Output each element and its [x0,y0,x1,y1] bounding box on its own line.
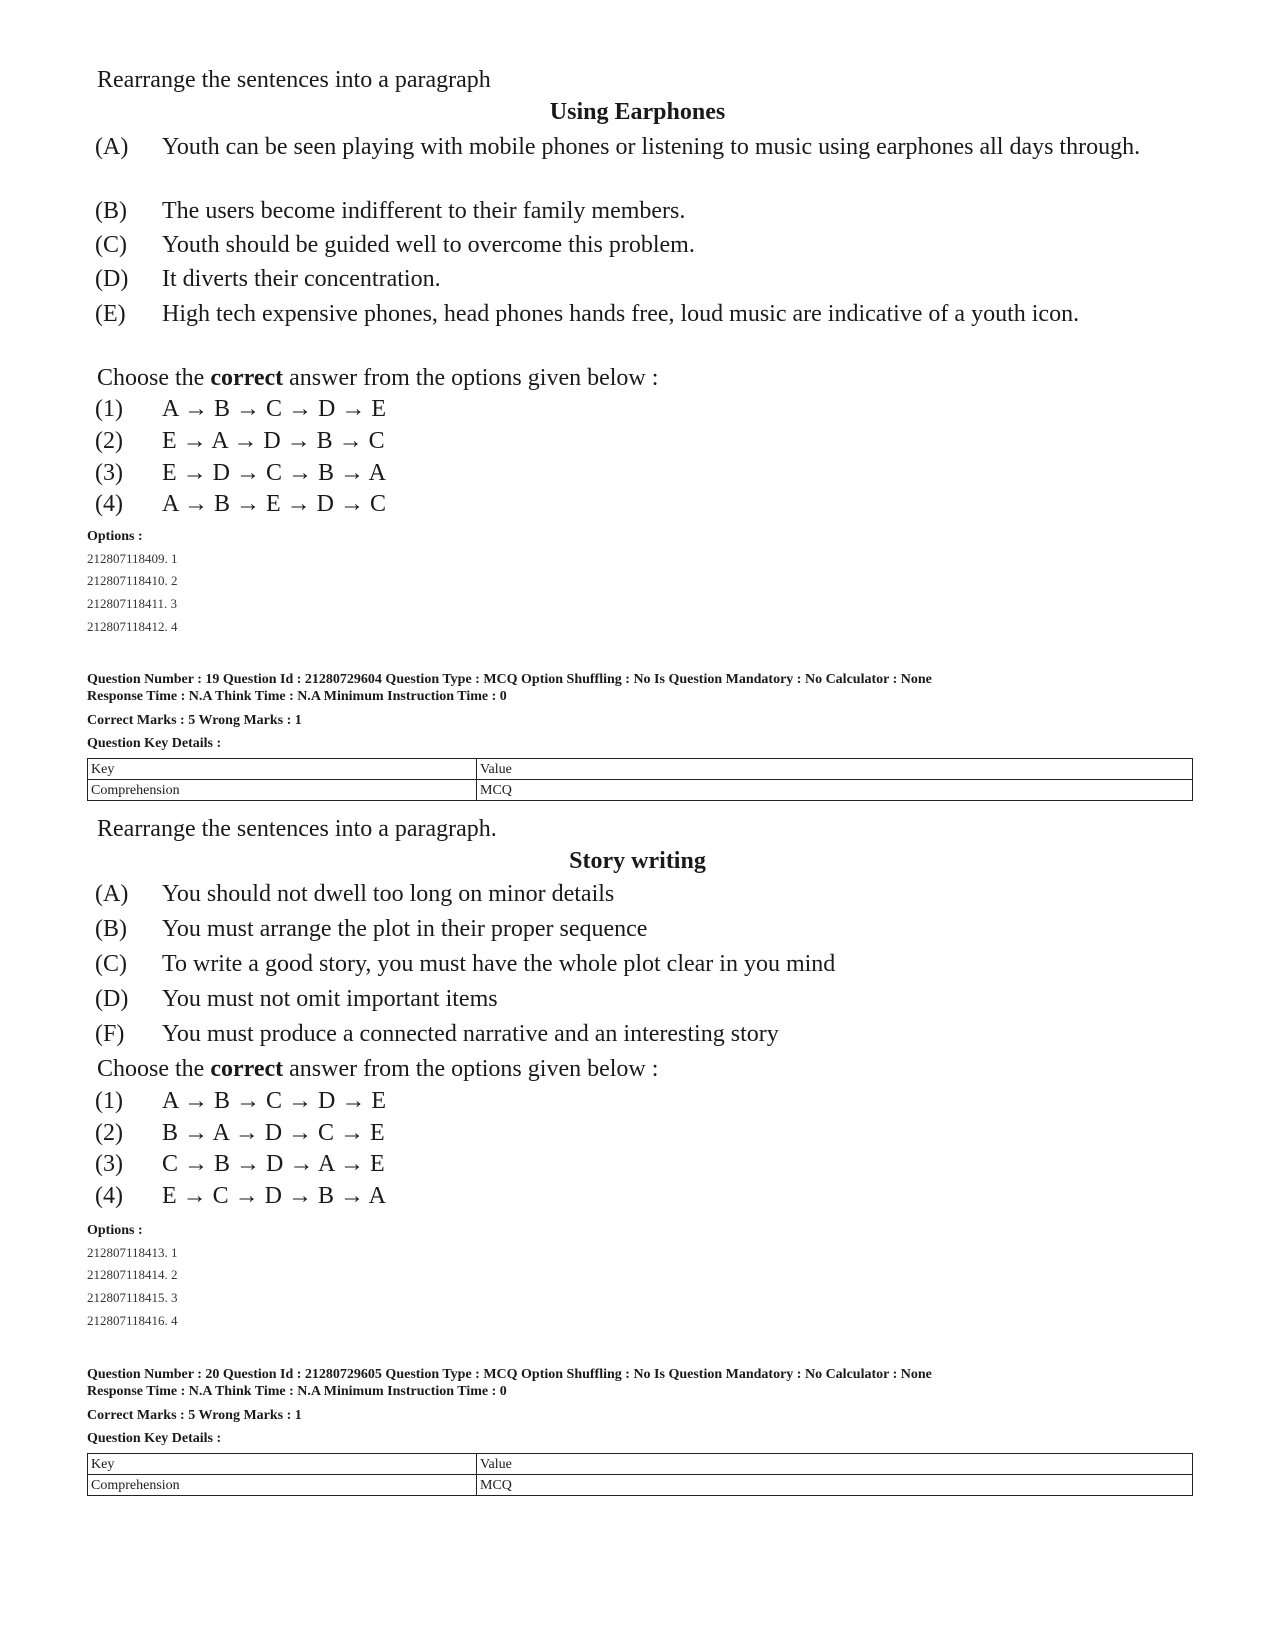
sentence-text: To write a good story, you must have the whole plot clear in you mind [162,951,836,977]
table-cell-value: MCQ [477,1475,1193,1496]
choose-prefix: Choose the [97,1056,211,1082]
choose-prefix: Choose the [97,365,211,391]
question-meta-line: Response Time : N.A Think Time : N.A Minimum Instruction Time : 0 [87,1384,507,1399]
answer-label: (2) [95,1120,123,1146]
sentence-text: It diverts their concentration. [162,266,441,292]
marks-line: Correct Marks : 5 Wrong Marks : 1 [87,1408,302,1423]
answer-option [95,1150,385,1178]
choose-suffix: answer from the options given below : [283,1056,659,1082]
table-header-key: Key [88,1454,477,1475]
option-code: 212807118416. 4 [87,1313,178,1328]
passage-heading: Using Earphones [549,99,726,125]
sentence-label: (F) [95,1021,125,1047]
answer-text: E → C → D → B → A [162,1183,387,1209]
choose-suffix: answer from the options given below : [283,365,659,391]
answer-option [95,427,385,455]
option-code: 212807118410. 2 [87,573,178,588]
sentence-text: You must produce a connected narrative and an interesting story [162,1021,779,1047]
sentence-item [95,197,1205,226]
option-code: 212807118415. 3 [87,1290,178,1305]
answer-text: B → A → D → C → E [162,1120,385,1146]
passage-heading: Story writing [569,848,706,874]
option-code: 212807118413. 1 [87,1245,178,1260]
question-meta-line: Question Number : 20 Question Id : 21280729605 Question Type : MCQ Option Shuffling : No Is Question Mandatory : No Calculator : None [87,1367,932,1382]
option-code: 212807118412. 4 [87,619,178,634]
choose-instruction [97,364,658,392]
sentence-item [95,300,1205,329]
choose-instruction [97,1055,658,1083]
choose-bold-word: correct [210,1056,284,1082]
sentence-label: (D) [95,266,129,292]
answer-option [95,1087,386,1115]
sentence-label: (A) [95,134,129,160]
table-cell-key: Comprehension [88,780,477,801]
table-row [88,1454,1193,1475]
key-details-label: Question Key Details : [87,1431,222,1446]
sentence-text: Youth can be seen playing with mobile phones or listening to music using earphones all days through. [162,134,1141,160]
sentence-label: (D) [95,986,129,1012]
table-header-value: Value [477,1454,1193,1475]
table-row [88,780,1193,801]
sentence-label: (A) [95,881,129,907]
answer-text: E → D → C → B → A [162,460,387,486]
table-cell-key: Comprehension [88,1475,477,1496]
sentence-item [95,985,1205,1014]
sentence-label: (C) [95,232,127,258]
answer-text: A → B → C → D → E [162,396,387,422]
sentence-item [95,265,1205,294]
marks-line: Correct Marks : 5 Wrong Marks : 1 [87,713,302,728]
answer-option [95,459,386,487]
sentence-item [95,915,1205,944]
sentence-item [95,880,1205,909]
answer-option [95,395,386,423]
option-code: 212807118409. 1 [87,551,178,566]
table-header-value: Value [477,759,1193,780]
choose-bold-word: correct [210,365,284,391]
sentence-item [95,133,1205,162]
question-meta-line: Question Number : 19 Question Id : 21280729604 Question Type : MCQ Option Shuffling : No Is Question Mandatory : No Calculator : None [87,672,932,687]
answer-label: (1) [95,1088,123,1114]
sentence-text: You must not omit important items [162,986,498,1012]
key-value-table [87,1453,1193,1496]
options-label: Options : [87,529,143,544]
option-code: 212807118414. 2 [87,1267,178,1282]
question-instruction: Rearrange the sentences into a paragraph [97,67,491,93]
options-label: Options : [87,1223,143,1238]
answer-label: (2) [95,428,123,454]
question-meta-line: Response Time : N.A Think Time : N.A Minimum Instruction Time : 0 [87,689,507,704]
sentence-label: (C) [95,951,127,977]
key-value-table [87,758,1193,801]
answer-option [95,490,386,518]
sentence-label: (B) [95,198,127,224]
sentence-text: Youth should be guided well to overcome this problem. [162,232,695,258]
answer-label: (4) [95,1183,123,1209]
sentence-item [95,1020,1205,1049]
answer-option [95,1182,386,1210]
table-row [88,759,1193,780]
sentence-item [95,950,1205,979]
table-row [88,1475,1193,1496]
answer-text: A → B → C → D → E [162,1088,387,1114]
sentence-text: The users become indifferent to their family members. [162,198,686,224]
sentence-label: (E) [95,301,126,327]
sentence-label: (B) [95,916,127,942]
sentence-text: You must arrange the plot in their proper sequence [162,916,648,942]
table-header-key: Key [88,759,477,780]
answer-label: (4) [95,491,123,517]
answer-text: A → B → E → D → C [162,491,387,517]
answer-option [95,1119,385,1147]
key-details-label: Question Key Details : [87,736,222,751]
option-code: 212807118411. 3 [87,596,178,611]
question-instruction: Rearrange the sentences into a paragraph. [97,816,497,842]
answer-label: (3) [95,460,123,486]
answer-label: (1) [95,396,123,422]
sentence-item [95,231,1205,260]
answer-text: E → A → D → B → C [162,428,385,454]
table-cell-value: MCQ [477,780,1193,801]
answer-text: C → B → D → A → E [162,1151,385,1177]
sentence-text: You should not dwell too long on minor details [162,881,615,907]
answer-label: (3) [95,1151,123,1177]
sentence-text: High tech expensive phones, head phones hands free, loud music are indicative of a youth icon. [162,301,1080,327]
